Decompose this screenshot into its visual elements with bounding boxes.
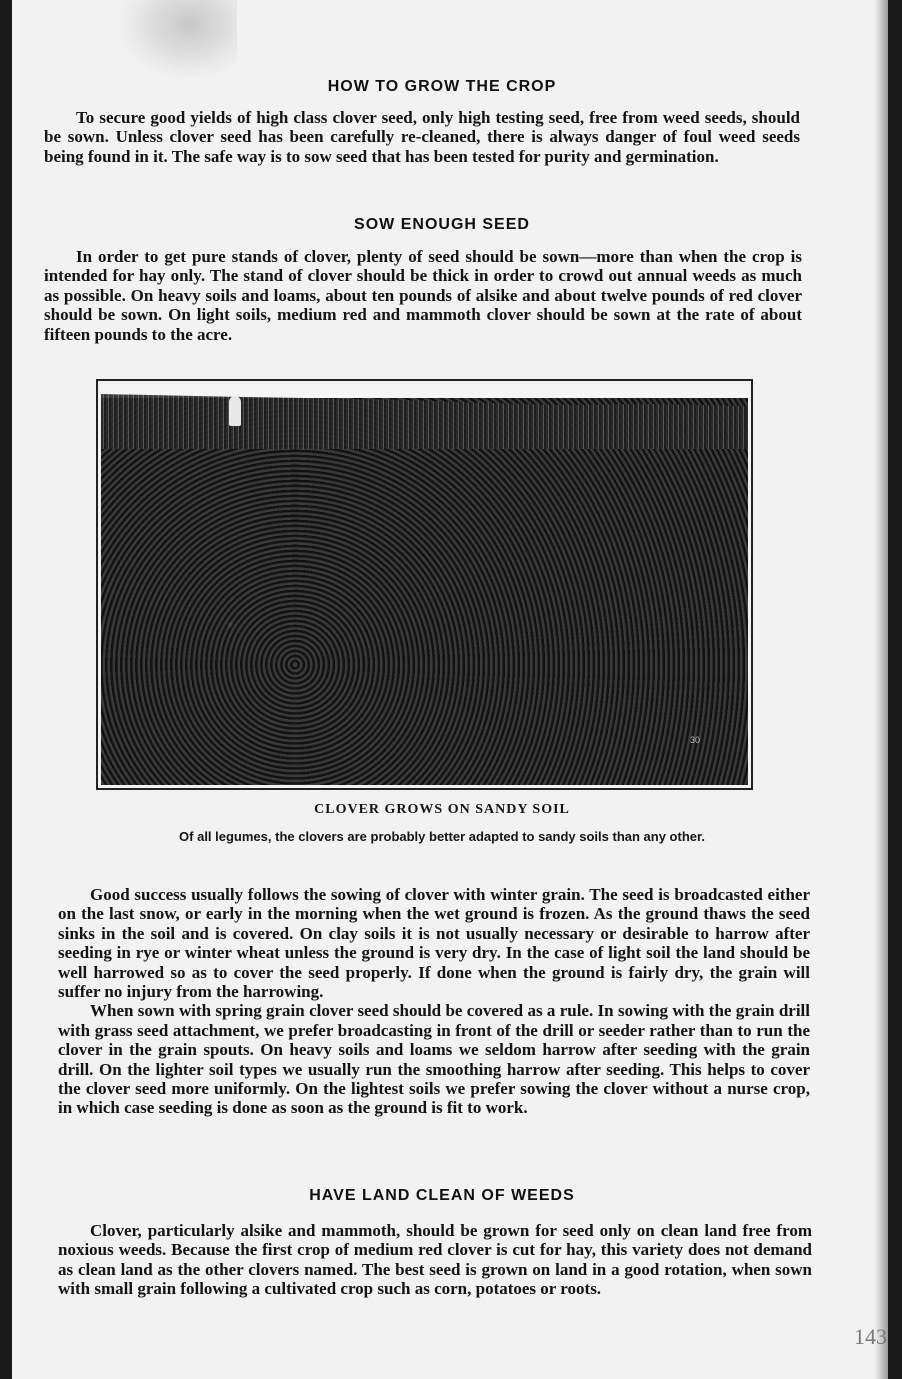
heading-have-land-clean: HAVE LAND CLEAN OF WEEDS bbox=[309, 1187, 575, 1204]
page-edge-shadow bbox=[874, 0, 888, 1379]
paragraph-winter-grain bbox=[58, 885, 810, 1118]
photo-person bbox=[229, 396, 241, 426]
heading-sow-enough-seed: SOW ENOUGH SEED bbox=[354, 216, 530, 233]
paragraph-text: When sown with spring grain clover seed should be covered as a rule. In sowing with the grain drill with grass seed attachment, we prefer broadcasting in front of the drill or seeder rather than to run the clover in the grain spouts. On heavy soils and loams we seldom harrow after seeding with the grain drill. On the lighter soil types we usually run the smoothing harrow after seeding. This helps to cover the clover seed more uniformly. On the lightest soils we prefer sowing the clover without a nurse crop, in which case seeding is done as soon as the ground is fit to work. bbox=[58, 1001, 810, 1118]
page-number: 143 bbox=[854, 1324, 887, 1349]
clover-field-photo-frame bbox=[96, 379, 753, 790]
paragraph-have-land-clean bbox=[58, 1221, 812, 1299]
figure-caption-title: CLOVER GROWS ON SANDY SOIL bbox=[314, 802, 570, 817]
paragraph-how-to-grow bbox=[44, 108, 800, 166]
figure-caption-text: Of all legumes, the clovers are probably better adapted to sandy soils than any other. bbox=[179, 829, 705, 844]
paragraph-sow-enough-seed bbox=[44, 247, 802, 344]
paragraph-text: To secure good yields of high class clover seed, only high testing seed, free from weed seeds, should be sown. Unless clover seed has been carefully re-cleaned, there is always danger of foul weed seeds being found in it. The safe way is to sow seed that has been tested for purity and germination. bbox=[44, 108, 800, 166]
paragraph-text: Clover, particularly alsike and mammoth, should be grown for seed only on clean land free from noxious weeds. Because the first crop of medium red clover is cut for hay, this variety does not demand as clean land as the other clovers named. The best seed is grown on land in a good rotation, when sown with small grain following a cultivated crop such as corn, potatoes or roots. bbox=[58, 1221, 812, 1299]
paragraph-text: In order to get pure stands of clover, plenty of seed should be sown—more than when the crop is intended for hay only. The stand of clover should be thick in order to crowd out annual weeds as much as possible. On heavy soils and loams, about ten pounds of alsike and about twelve pounds of red clover should be sown. On light soils, medium red and mammoth clover should be sown at the rate of about fifteen pounds to the acre. bbox=[44, 247, 802, 344]
book-page bbox=[12, 0, 888, 1379]
photo-corn-background bbox=[101, 394, 748, 449]
clover-field-photo bbox=[101, 384, 748, 785]
page-smudge bbox=[117, 0, 237, 80]
heading-how-to-grow: HOW TO GROW THE CROP bbox=[327, 78, 557, 95]
photo-sky bbox=[101, 384, 748, 398]
photo-number: 30 bbox=[689, 735, 700, 745]
paragraph-text: Good success usually follows the sowing of clover with winter grain. The seed is broadcasted either on the last snow, or early in the morning when the wet ground is frozen. As the ground thaws the seed sinks in the soil and is covered. On clay soils it is not usually necessary or desirable to harrow after seeding in rye or winter wheat unless the ground is very dry. In the case of light soil the land should be well harrowed so as to cover the seed properly. If done when the ground is fairly dry, the grain will suffer no injury from the harrowing. bbox=[58, 885, 810, 1002]
